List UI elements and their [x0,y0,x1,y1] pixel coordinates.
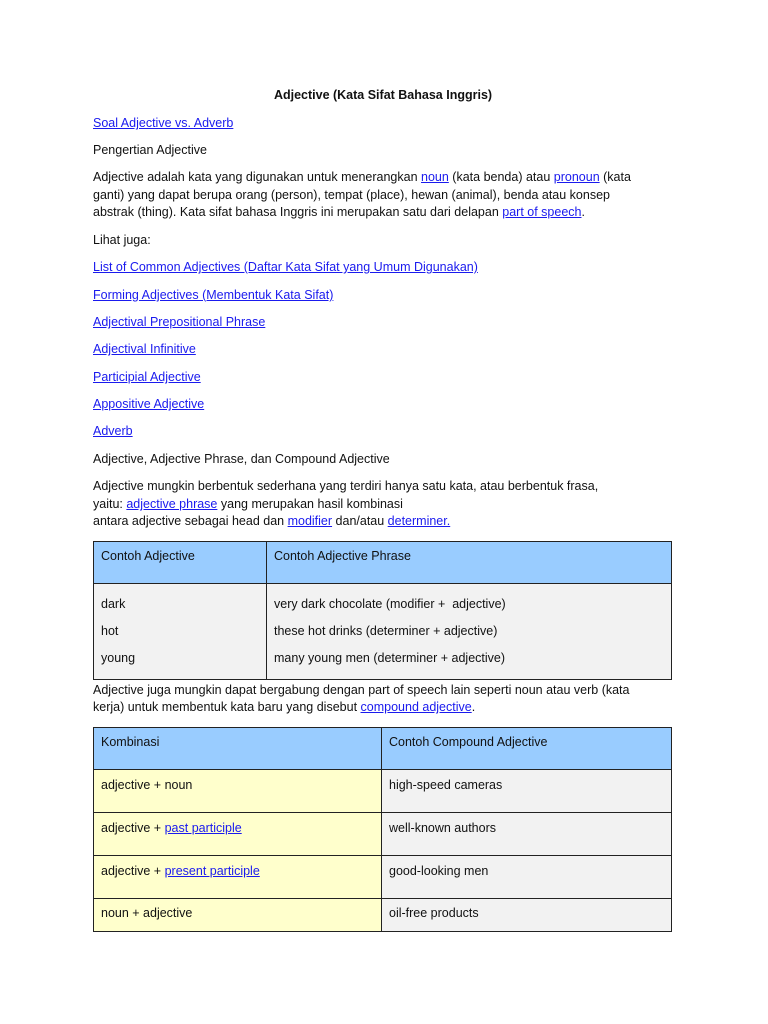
combination-text: adjective + [101,864,165,878]
table-row [94,813,672,856]
table-header-cell: Contoh Adjective Phrase [267,542,672,584]
table-row [94,770,672,813]
link-participial-adjective[interactable]: Participial Adjective [93,370,201,384]
adjective-example: hot [101,624,119,638]
para2-line3b: dan/atau [332,514,388,528]
link-pronoun[interactable]: pronoun [553,170,600,184]
example-cell: oil-free products [382,899,672,932]
phrase-examples-cell [267,584,672,680]
link-noun[interactable]: noun [421,170,449,184]
table-header-row [94,542,672,584]
link-appositive-adjective[interactable]: Appositive Adjective [93,397,205,411]
combination-cell [94,813,382,856]
combination-text: adjective + [101,821,165,835]
phrase-example: many young men (determiner + adjective) [274,651,506,665]
adjective-phrase-table [93,541,672,680]
para1-text-b: (kata benda) atau [448,170,554,184]
heading-pengertian: Pengertian Adjective [93,143,207,157]
table-row [94,584,672,680]
link-compound-adjective[interactable]: compound adjective [360,700,472,714]
table-header-row [94,728,672,770]
link-adverb[interactable]: Adverb [93,424,133,438]
example-cell: well-known authors [382,813,672,856]
combination-cell [94,856,382,899]
adjective-examples-cell [94,584,267,680]
adjective-example: young [101,651,136,665]
phrase-example: these hot drinks (determiner + adjective) [274,624,498,638]
para2-line2a: yaitu: [93,497,127,511]
link-adjectival-infinitive[interactable]: Adjectival Infinitive [93,342,196,356]
heading-adjective-phrase: Adjective, Adjective Phrase, dan Compound Adjective [93,452,390,466]
compound-adjective-table [93,727,672,932]
table-header-cell: Kombinasi [94,728,382,770]
link-forming-adjectives[interactable]: Forming Adjectives (Membentuk Kata Sifat) [93,288,334,302]
link-determiner[interactable]: determiner. [387,514,451,528]
link-soal-adjective-adverb[interactable]: Soal Adjective vs. Adverb [93,116,234,130]
table-row [94,899,672,932]
para1-line3a: abstrak (thing). Kata sifat bahasa Inggris ini merupakan satu dari delapan [93,205,503,219]
link-modifier[interactable]: modifier [287,514,333,528]
para3-line2b: . [471,700,476,714]
combination-cell [94,899,382,932]
link-part-of-speech[interactable]: part of speech [502,205,582,219]
para1-line2: ganti) yang dapat berupa orang (person), tempat (place), hewan (animal), benda atau konsep [93,188,610,202]
link-adjective-phrase[interactable]: adjective phrase [126,497,218,511]
para2-line1: Adjective mungkin berbentuk sederhana yang terdiri hanya satu kata, atau berbentuk frasa, [93,479,599,493]
para2-line3a: antara adjective sebagai head dan [93,514,288,528]
table-header-cell: Contoh Adjective [94,542,267,584]
link-adjectival-prepositional-phrase[interactable]: Adjectival Prepositional Phrase [93,315,266,329]
phrase-example: very dark chocolate (modifier + adjective) [274,597,506,611]
table-row [94,856,672,899]
example-cell: high-speed cameras [382,770,672,813]
example-cell: good-looking men [382,856,672,899]
adjective-example: dark [101,597,126,611]
page-title: Adjective (Kata Sifat Bahasa Inggris) [273,88,493,102]
combination-text: noun + adjective [101,906,193,920]
para1-text-c: (kata [599,170,631,184]
para1-text-a: Adjective adalah kata yang digunakan untuk menerangkan [93,170,422,184]
para3-line2a: kerja) untuk membentuk kata baru yang disebut [93,700,361,714]
para2-line2b: yang merupakan hasil kombinasi [217,497,403,511]
link-past-participle[interactable]: past participle [164,821,242,835]
para1-line3b: . [581,205,585,219]
lihat-juga-label: Lihat juga: [93,233,151,247]
link-present-participle[interactable]: present participle [164,864,260,878]
combination-text: adjective + noun [101,778,193,792]
table-header-cell: Contoh Compound Adjective [382,728,672,770]
combination-cell [94,770,382,813]
link-list-of-common-adjectives[interactable]: List of Common Adjectives (Daftar Kata Sifat yang Umum Digunakan) [93,260,478,274]
para3-line1: Adjective juga mungkin dapat bergabung dengan part of speech lain seperti noun atau verb (kata [93,683,630,697]
